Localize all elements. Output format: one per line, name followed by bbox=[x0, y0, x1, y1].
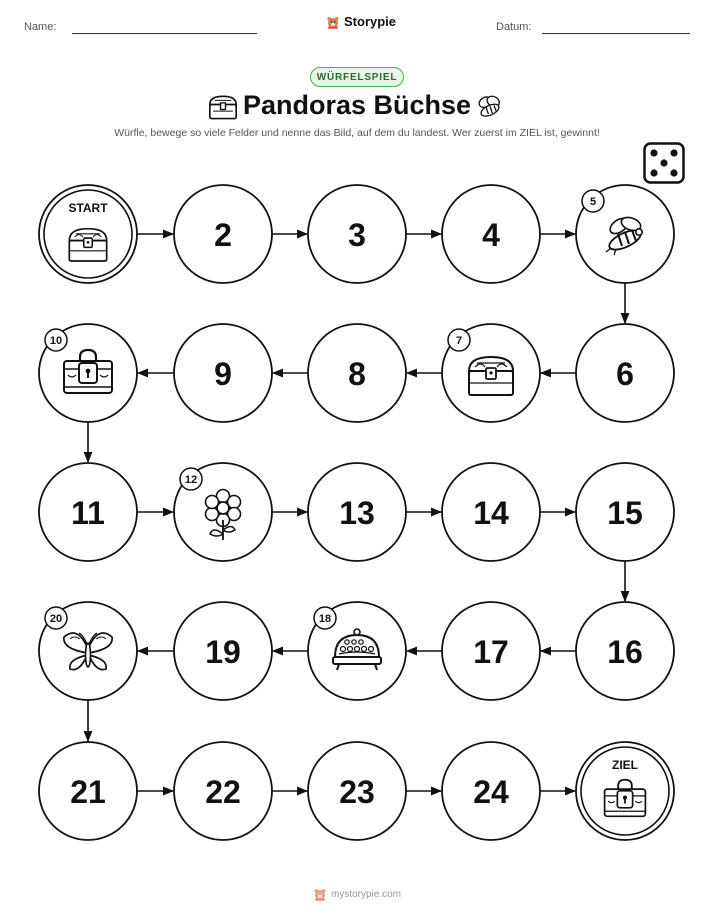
svg-text:18: 18 bbox=[318, 613, 332, 625]
svg-text:7: 7 bbox=[455, 335, 463, 347]
field-number: 16 bbox=[607, 634, 643, 670]
storypie-bear-icon bbox=[313, 887, 327, 901]
field-number: 19 bbox=[205, 634, 241, 670]
field-13[interactable] bbox=[308, 463, 406, 561]
field-number-badge bbox=[45, 607, 67, 629]
field-23[interactable] bbox=[308, 742, 406, 840]
treasure-chest-icon bbox=[69, 229, 106, 261]
field-16[interactable] bbox=[576, 602, 674, 700]
field-17[interactable] bbox=[442, 602, 540, 700]
field-10[interactable] bbox=[39, 324, 137, 422]
footer-url[interactable]: mystorypie.com bbox=[330, 888, 401, 900]
field-11[interactable] bbox=[39, 463, 137, 561]
field-4[interactable] bbox=[442, 185, 540, 283]
start-field[interactable] bbox=[39, 185, 137, 283]
field-number: 4 bbox=[482, 217, 500, 253]
field-number: 15 bbox=[607, 495, 643, 531]
treasure-chest-icon bbox=[469, 357, 513, 395]
svg-text:12: 12 bbox=[184, 474, 198, 486]
field-20[interactable] bbox=[39, 602, 137, 700]
field-12[interactable] bbox=[174, 463, 272, 561]
field-number: 8 bbox=[348, 356, 366, 392]
field-6[interactable] bbox=[576, 324, 674, 422]
field-5[interactable] bbox=[576, 185, 674, 283]
field-number: 14 bbox=[473, 495, 509, 531]
date-label: Datum: bbox=[496, 21, 532, 33]
finish-field[interactable] bbox=[576, 742, 674, 840]
game-type-badge: WÜRFELSPIEL bbox=[310, 67, 404, 87]
svg-text:10: 10 bbox=[49, 335, 63, 347]
field-number: 13 bbox=[339, 495, 375, 531]
field-21[interactable] bbox=[39, 742, 137, 840]
finish-label: ZIEL bbox=[612, 758, 638, 772]
field-18[interactable] bbox=[308, 602, 406, 700]
field-19[interactable] bbox=[174, 602, 272, 700]
field-number: 2 bbox=[214, 217, 232, 253]
field-number: 17 bbox=[473, 634, 509, 670]
footer bbox=[0, 887, 714, 901]
field-number: 23 bbox=[339, 774, 375, 810]
instructions: Würfle, bewege so viele Felder und nenne das Bild, auf dem du landest. Wer zuerst im ZIEL ist, gewinnt! bbox=[114, 127, 600, 139]
field-number: 6 bbox=[616, 356, 634, 392]
field-number-badge bbox=[314, 607, 336, 629]
name-label: Name: bbox=[24, 21, 57, 33]
brand-name: Storypie bbox=[344, 14, 397, 29]
start-label: START bbox=[68, 201, 108, 215]
field-7[interactable] bbox=[442, 324, 540, 422]
field-number: 3 bbox=[348, 217, 366, 253]
field-15[interactable] bbox=[576, 463, 674, 561]
field-2[interactable] bbox=[174, 185, 272, 283]
field-number: 22 bbox=[205, 774, 241, 810]
field-14[interactable] bbox=[442, 463, 540, 561]
field-number-badge bbox=[448, 329, 470, 351]
field-number-badge bbox=[180, 468, 202, 490]
field-9[interactable] bbox=[174, 324, 272, 422]
svg-text:20: 20 bbox=[49, 613, 63, 625]
page-title: Pandoras Büchse bbox=[242, 90, 472, 120]
field-number-badge bbox=[582, 190, 604, 212]
field-number: 21 bbox=[70, 774, 106, 810]
field-3[interactable] bbox=[308, 185, 406, 283]
svg-text:5: 5 bbox=[589, 196, 597, 208]
field-24[interactable] bbox=[442, 742, 540, 840]
field-number: 24 bbox=[473, 774, 509, 810]
field-number: 11 bbox=[71, 495, 105, 531]
field-22[interactable] bbox=[174, 742, 272, 840]
field-8[interactable] bbox=[308, 324, 406, 422]
field-number: 9 bbox=[214, 356, 232, 392]
field-number-badge bbox=[45, 329, 67, 351]
